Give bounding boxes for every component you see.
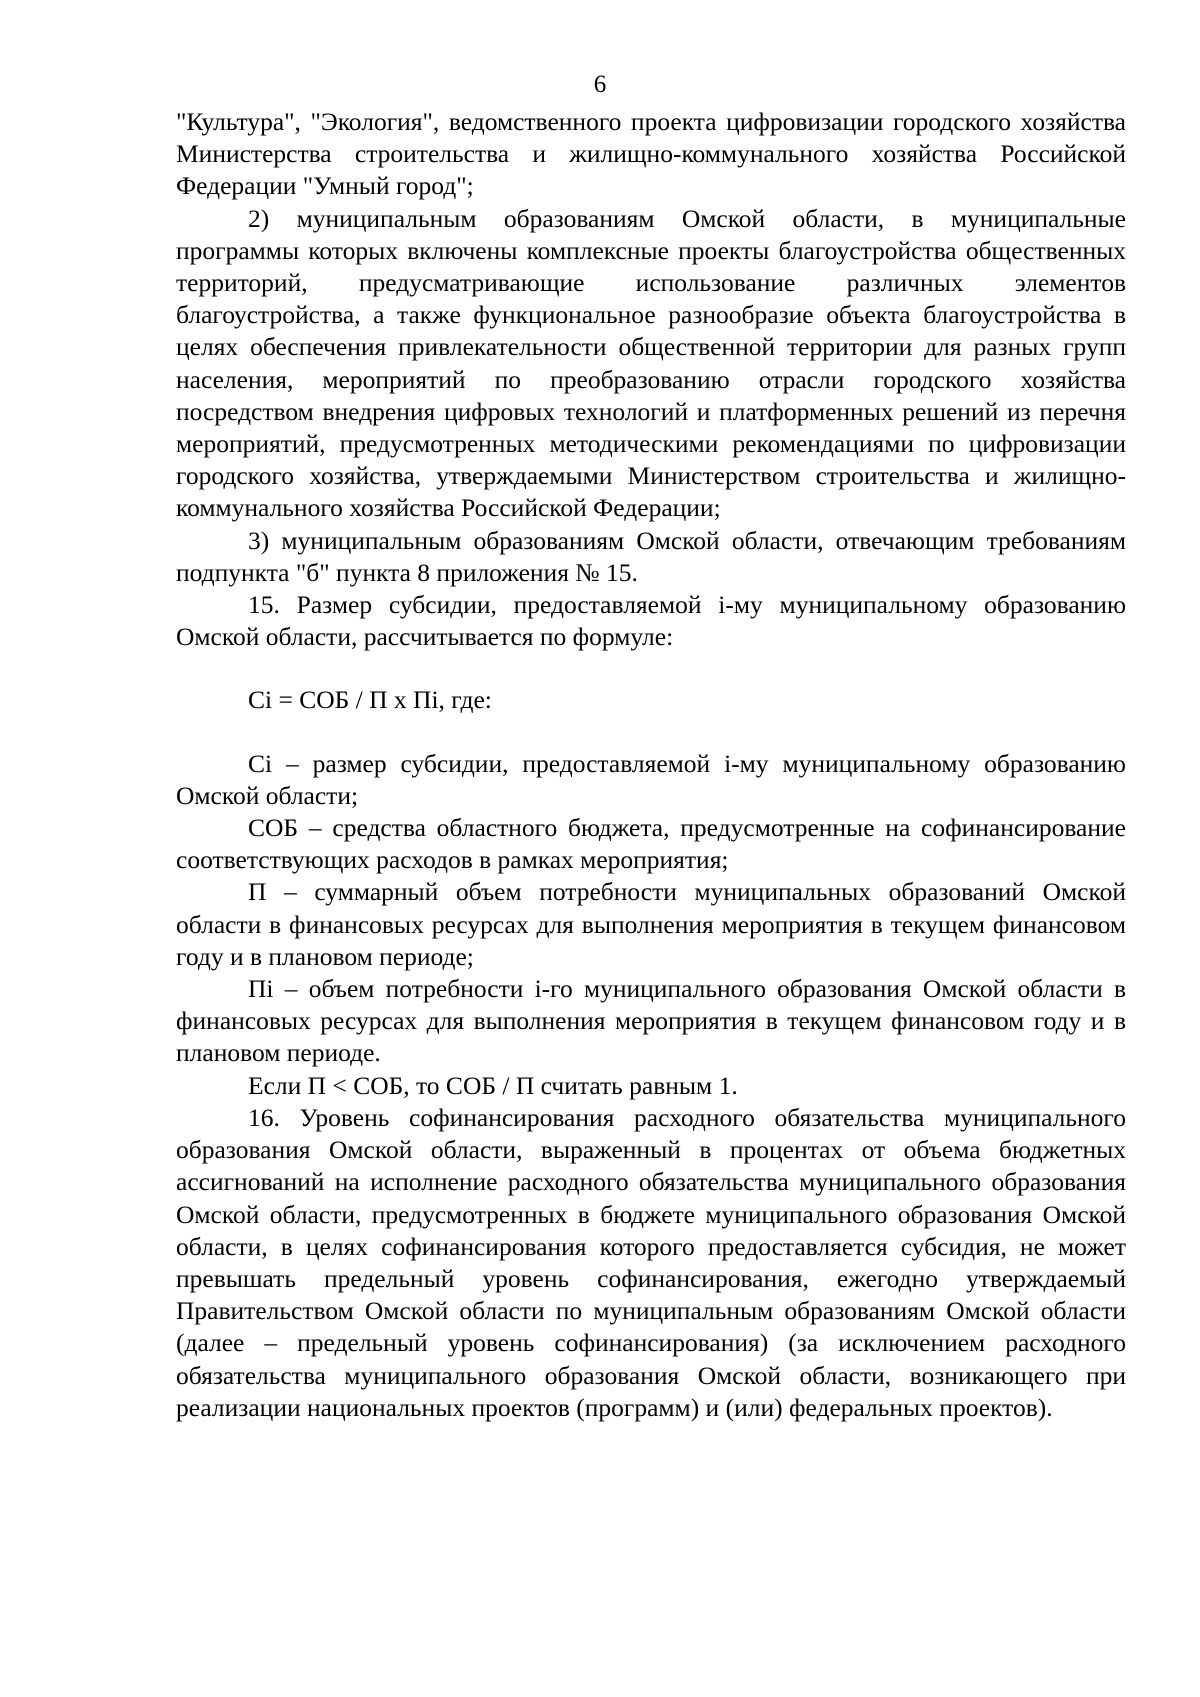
paragraph-section-16: 16. Уровень софинансирования расходного обязательства муниципального образования Омской области, выраженный в процентах от объема бюджетных ассигнований на исполнение расходного обязательства муниципального образования Омской области, предусмотренных в бюджете муниципального образования Омской области, в целях софинансирования которого предоставляется субсидия, не может превышать предельный уровень софинансирования, ежегодно утверждаемый Правительством Омской области по муниципальным образованиям Омской области (далее – предельный уровень софинансирования) (за исключением расходного обязательства муниципального образования Омской области, возникающего при реализации национальных проектов (программ) и (или) федеральных проектов). [176,1102,1126,1422]
paragraph-item-3: 3) муниципальным образованиям Омской области, отвечающим требованиям подпункта "б" пункта 8 приложения № 15. [176,525,1126,587]
paragraph-section-15: 15. Размер субсидии, предоставляемой i-му муниципальному образованию Омской области, рассчитывается по формуле: [176,590,1126,652]
definition-sob: СОБ – средства областного бюджета, предусмотренные на софинансирование соответствующих расходов в рамках мероприятия; [176,813,1126,875]
page-number: 6 [593,71,607,98]
definition-pi: Пi – объем потребности i-го муниципального образования Омской области в финансовых ресурсах для выполнения мероприятия в текущем финансовом году и в плановом периоде. [176,974,1126,1068]
condition-note: Если П < СОБ, то СОБ / П считать равным 1. [248,1070,738,1100]
document-body [176,106,1126,1424]
definition-ci: Ci – размер субсидии, предоставляемой i-му муниципальному образованию Омской области; [176,748,1126,810]
paragraph-continuation: "Культура", "Экология", ведомственного проекта цифровизации городского хозяйства Министерства строительства и жилищно-коммунального хозяйства Российской Федерации "Умный город"; [176,107,1126,201]
subsidy-formula: Ci = СОБ / П х Пi, где: [248,685,492,715]
definition-p: П – суммарный объем потребности муниципальных образований Омской области в финансовых ресурсах для выполнения мероприятия в текущем финансовом году и в плановом периоде; [176,877,1126,971]
paragraph-item-2: 2) муниципальным образованиям Омской области, в муниципальные программы которых включены комплексные проекты благоустройства общественных территорий, предусматривающие использование различных элементов благоустройства, а также функциональное разнообразие объекта благоустройства в целях обеспечения привлекательности общественной территории для разных групп населения, мероприятий по преобразованию отрасли городского хозяйства посредством внедрения цифровых технологий и платформенных решений из перечня мероприятий, предусмотренных методическими рекомендациями по цифровизации городского хозяйства, утверждаемыми Министерством строительства и жилищно-коммунального хозяйства Российской Федерации; [176,203,1126,523]
